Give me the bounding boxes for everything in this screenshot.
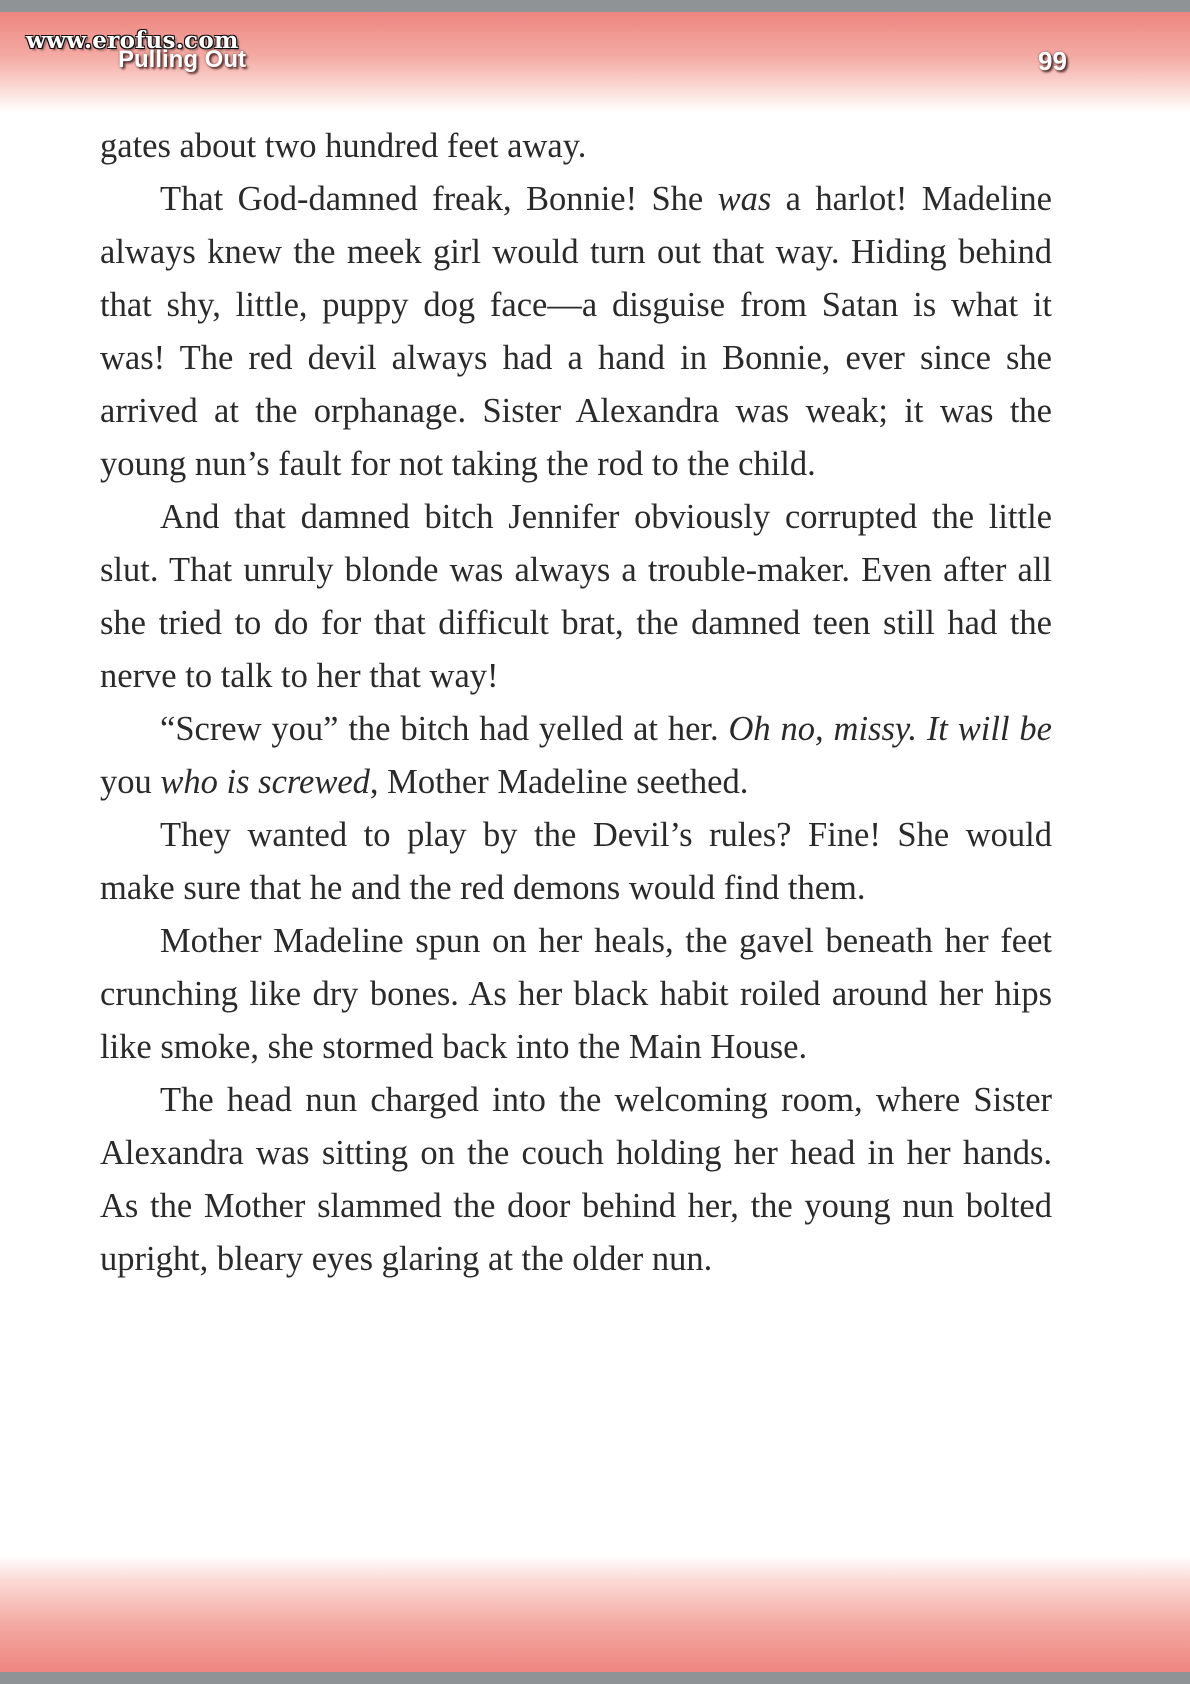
paragraph-text: gates about two hundred feet away. [100, 127, 587, 165]
paragraph-text: a harlot! Madeline always knew the meek girl would turn out that way. Hiding behind that shy, little, puppy dog face—a disguise from Satan is what it was! The red devil always had a hand in Bonnie, ever since she arrived at the orphanage. Sister Alexandra was weak; it was the young nun’s fault for not taking the rod to the child. [100, 180, 1052, 483]
paragraph [100, 173, 1052, 491]
italic-text: who is screwed [160, 763, 370, 801]
paragraph-text: They wanted to play by the Devil’s rules? Fine! She would make sure that he and the red demons would find them. [100, 816, 1052, 907]
paragraph [100, 809, 1052, 915]
page-header [0, 12, 1190, 112]
paragraph [100, 491, 1052, 703]
paragraph-text: That God-damned freak, Bonnie! She [160, 180, 718, 218]
italic-text: was [717, 180, 772, 218]
paragraph-text: The head nun charged into the welcoming room, where Sister Alexandra was sitting on the couch holding her head in her hands. As the Mother slammed the door behind her, the young nun bolted upright, bleary eyes glaring at the older nun. [100, 1081, 1052, 1278]
paragraph [100, 703, 1052, 809]
paragraph-text: “Screw you” the bitch had yelled at her. [160, 710, 729, 748]
paragraph [100, 915, 1052, 1074]
paragraph-continued [100, 120, 1052, 173]
paragraph-text: you [100, 763, 161, 801]
bottom-border [0, 1672, 1190, 1684]
paragraph-text: , Mother Madeline seethed. [369, 763, 749, 801]
paragraph-text: Mother Madeline spun on her heals, the gavel beneath her feet crunching like dry bones. As her black habit roiled around her hips like smoke, she stormed back into the Main House. [100, 922, 1052, 1066]
italic-text: Oh no, missy. It will be [728, 710, 1052, 748]
page-body [100, 120, 1052, 1286]
top-border [0, 0, 1190, 12]
paragraph-text: And that damned bitch Jennifer obviously corrupted the little slut. That unruly blonde was always a trouble-maker. Even after all she tried to do for that difficult brat, the damned teen still had the nerve to talk to her that way! [100, 498, 1052, 695]
running-title: Pulling Out [118, 46, 246, 73]
page-number: 99 [1038, 46, 1067, 76]
paragraph [100, 1074, 1052, 1286]
watermark-text: www.erofus.com [26, 27, 239, 54]
page-footer-band [0, 1556, 1190, 1672]
